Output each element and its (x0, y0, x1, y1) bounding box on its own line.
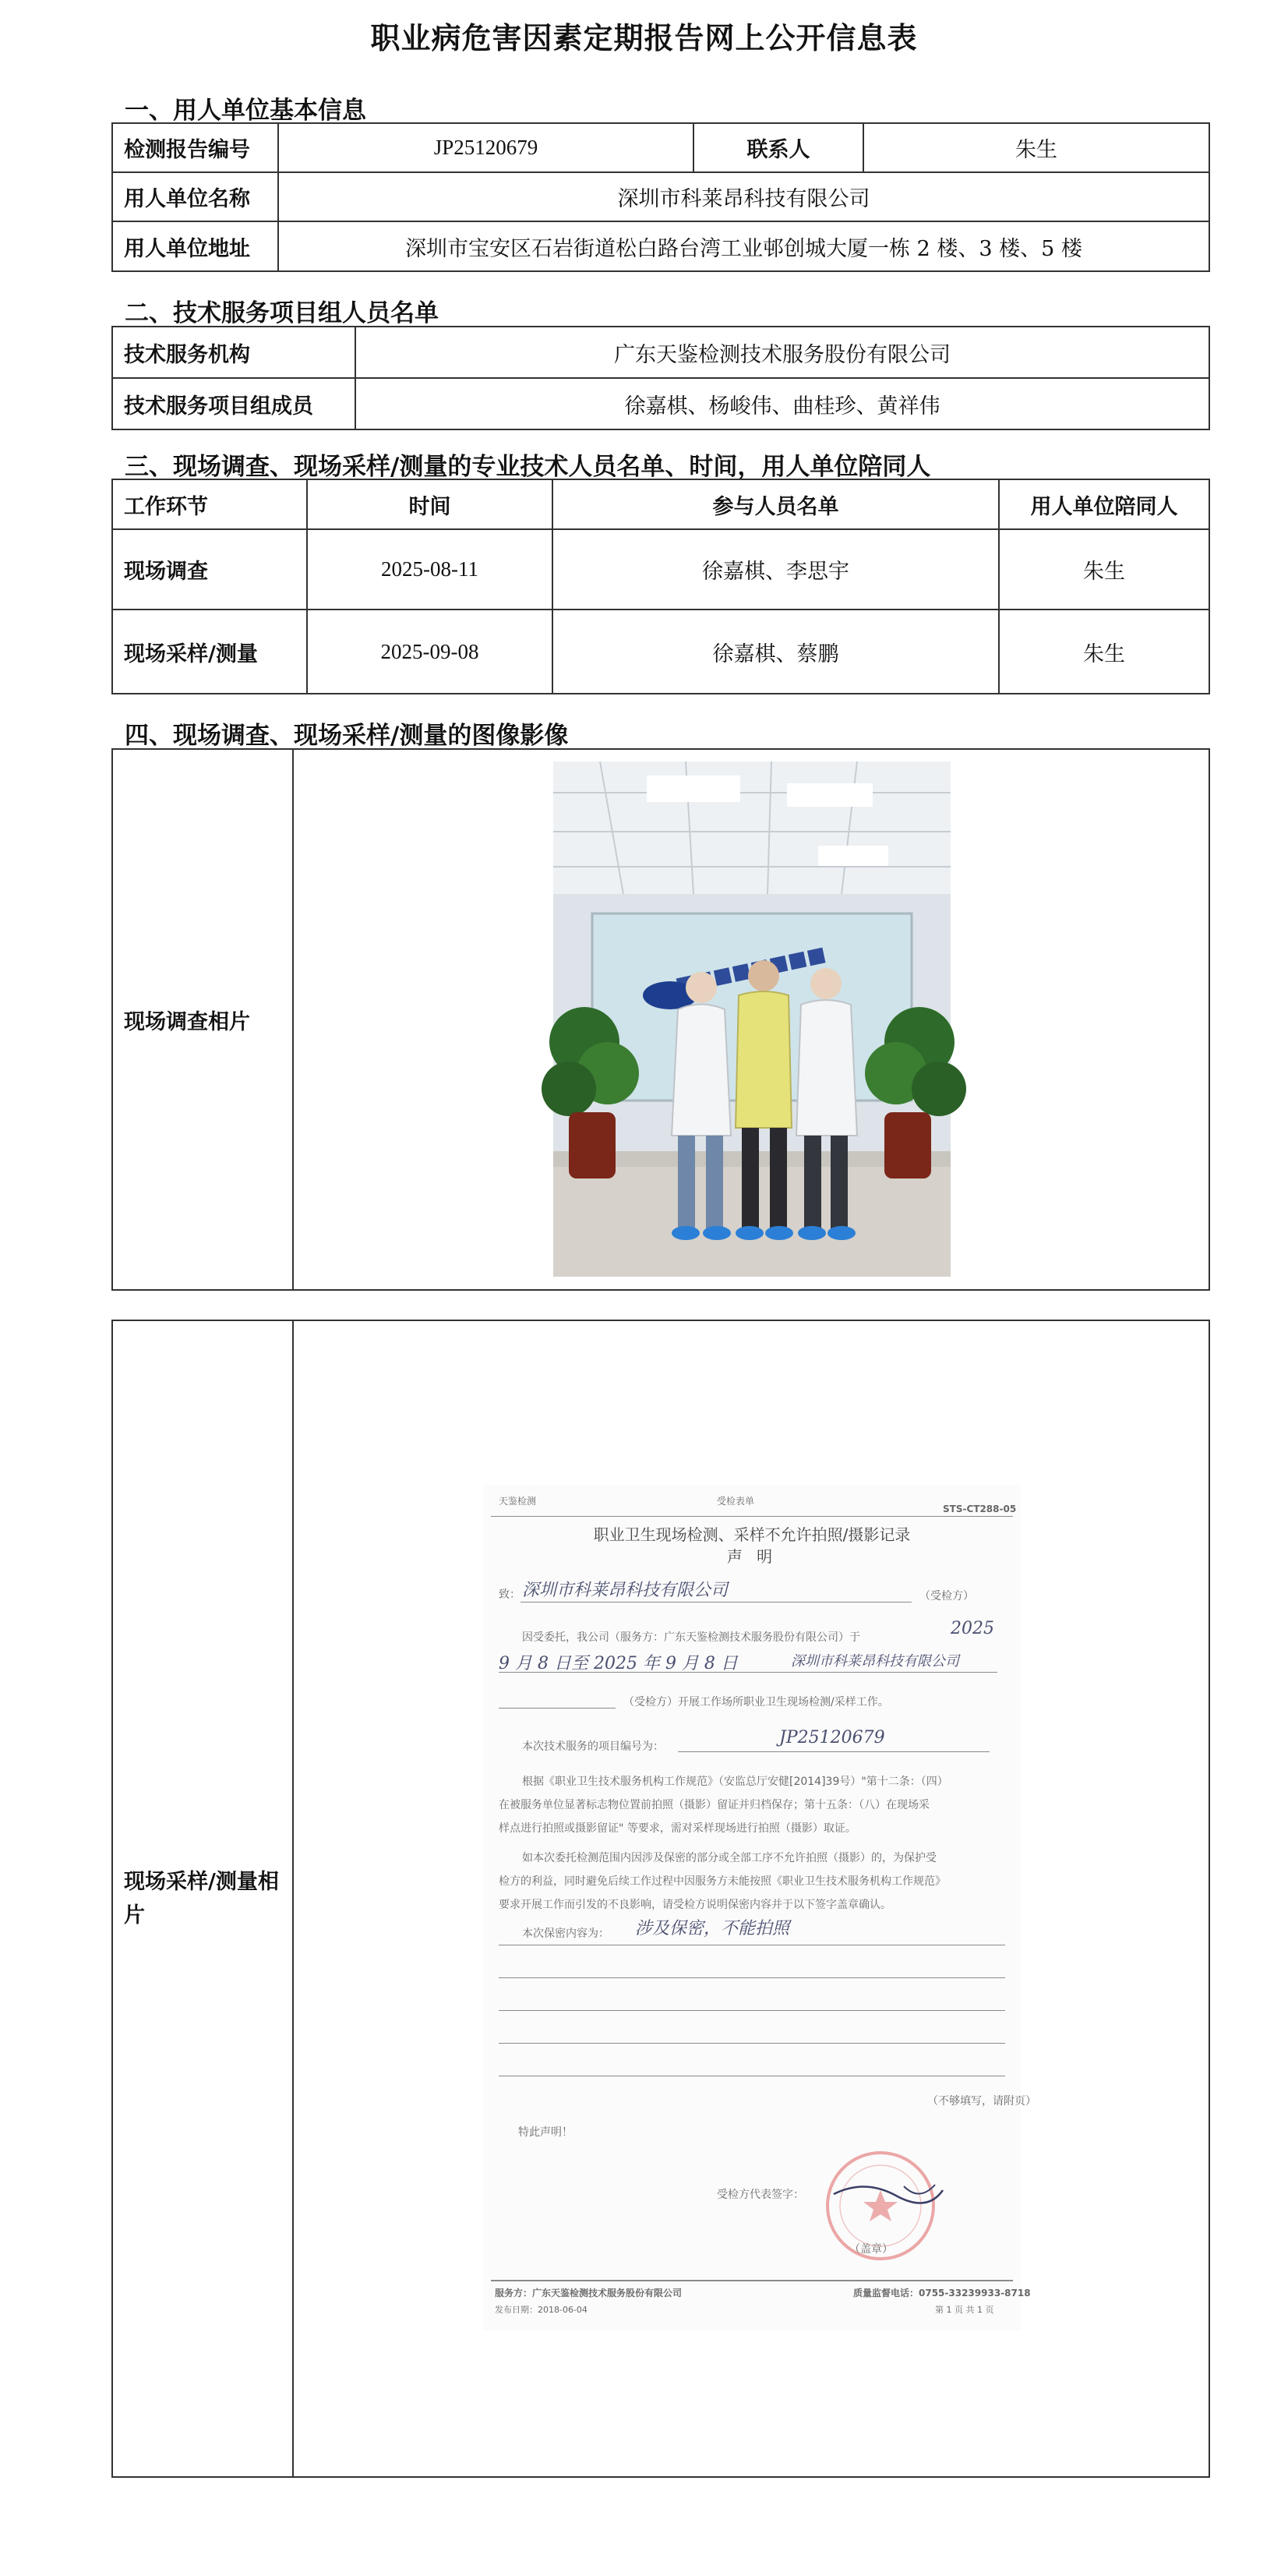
scan-top-mid: 受检表单 (717, 1496, 755, 1507)
row-escort: 朱生 (999, 610, 1209, 694)
company-value: 深圳市科莱昂科技有限公司 (278, 172, 1209, 221)
table-row (112, 610, 1209, 694)
row-escort: 朱生 (999, 529, 1209, 610)
section2-heading: 二、技术服务项目组人员名单 (125, 299, 439, 327)
scan-p11: 本次保密内容为： (522, 1928, 609, 1940)
scan-footer-date: 发布日期：2018-06-04 (495, 2305, 588, 2315)
scan-title: 职业卫生现场检测、采样不允许拍照/摄影记录 (593, 1525, 911, 1544)
scan-p2-handwriting: 9 月 8 日至 2025 年 9 月 8 日 (499, 1654, 738, 1673)
scan-footer-right: 质量监督电话：0755-33239933-8718 (853, 2288, 1031, 2299)
org-label: 技术服务机构 (112, 327, 355, 378)
page-title: 职业病危害因素定期报告网上公开信息表 (370, 20, 918, 55)
survey-photo-illustration (553, 761, 951, 1277)
scan-p8: 如本次委托检测范围内因涉及保密的部分或全部工序不允许拍照（摄影）的，为保护受 (522, 1852, 937, 1864)
address-label: 用人单位地址 (112, 221, 278, 271)
scan-p1: 因受委托，我公司（服务方：广东天鉴检测技术服务股份有限公司）于 (522, 1631, 860, 1644)
schedule-table (111, 479, 1210, 694)
row-stage: 现场调查 (112, 529, 307, 610)
sampling-photo-label: 现场采样/测量相片 (112, 1320, 293, 2477)
basic-info-table (111, 122, 1210, 272)
contact-value: 朱生 (863, 123, 1209, 172)
scan-p13: 特此声明！ (518, 2126, 573, 2139)
scan-p10: 要求开展工作而引发的不良影响，请受检方说明保密内容并于以下签字盖章确认。 (499, 1899, 891, 1911)
scan-sign-label: 受检方代表签字： (717, 2189, 804, 2201)
scan-p9: 检方的利益，同时避免后续工作过程中因服务方未能按照《职业卫生技术服务机构工作规范》 (499, 1875, 946, 1888)
report-no-label: 检测报告编号 (112, 123, 278, 172)
table-row (112, 529, 1209, 610)
scan-p3: （受检方）开展工作场所职业卫生现场检测/采样工作。 (623, 1696, 889, 1708)
scan-p7: 样点进行拍照或摄影留证" 等要求，需对采样现场进行拍照（摄影）取证。 (499, 1822, 856, 1835)
header-people: 参与人员名单 (552, 479, 999, 529)
contact-label: 联系人 (693, 123, 863, 172)
row-date: 2025-08-11 (307, 529, 552, 610)
scan-seal-label: （盖章） (849, 2243, 893, 2256)
scan-footer-left: 服务方：广东天鉴检测技术服务股份有限公司 (495, 2288, 683, 2299)
header-escort: 用人单位陪同人 (999, 479, 1209, 529)
scan-p5: 根据《职业卫生技术服务机构工作规范》（安监总厅安健[2014]39号）"第十二条：（四） (522, 1776, 948, 1788)
scan-p1-handwriting: 2025 (951, 1619, 994, 1638)
scan-footer-page: 第 1 页 共 1 页 (935, 2305, 994, 2315)
address-value: 深圳市宝安区石岩街道松白路台湾工业邨创城大厦一栋 2 楼、3 楼、5 楼 (278, 221, 1209, 271)
org-value: 广东天鉴检测技术服务股份有限公司 (355, 327, 1209, 378)
scan-to-handwriting: 深圳市科莱昂科技有限公司 (522, 1581, 729, 1600)
team-table (111, 326, 1210, 430)
survey-photo-label: 现场调查相片 (112, 749, 293, 1290)
row-stage: 现场采样/测量 (112, 610, 307, 694)
report-no-value: JP25120679 (278, 123, 693, 172)
scan-to: 致： (499, 1588, 520, 1601)
row-date: 2025-09-08 (307, 610, 552, 694)
scan-p12: （不够填写，请附页） (927, 2095, 1036, 2108)
header-date: 时间 (307, 479, 552, 529)
scan-p4: 本次技术服务的项目编号为： (522, 1740, 664, 1753)
section3-heading: 三、现场调查、现场采样/测量的专业技术人员名单、时间，用人单位陪同人 (125, 453, 931, 481)
company-label: 用人单位名称 (112, 172, 278, 221)
scan-top-right: STS-CT288-05 (943, 1504, 1017, 1514)
sampling-declaration-scan (483, 1485, 1036, 2330)
members-value: 徐嘉棋、杨峻伟、曲桂珍、黄祥伟 (355, 378, 1209, 429)
scan-p6: 在被服务单位显著标志物位置前拍照（摄影）留证并归档保存；第十五条：（八）在现场采 (499, 1799, 930, 1811)
scan-subtitle: 声 明 (726, 1547, 778, 1566)
row-people: 徐嘉棋、李思宇 (552, 529, 999, 610)
members-label: 技术服务项目组成员 (112, 378, 355, 429)
scan-p2-handwriting-2: 深圳市科莱昂科技有限公司 (791, 1653, 959, 1670)
survey-photo (553, 761, 951, 1277)
scan-to-suffix: （受检方） (919, 1590, 974, 1602)
section1-heading: 一、用人单位基本信息 (125, 97, 366, 125)
section4-heading: 四、现场调查、现场采样/测量的图像影像 (125, 722, 569, 750)
scan-top-left: 天鉴检测 (499, 1496, 537, 1507)
scan-p4-handwriting: JP25120679 (779, 1728, 885, 1747)
scan-p11-handwriting: 涉及保密，不能拍照 (635, 1919, 790, 1938)
header-stage: 工作环节 (112, 479, 307, 529)
row-people: 徐嘉棋、蔡鹏 (552, 610, 999, 694)
